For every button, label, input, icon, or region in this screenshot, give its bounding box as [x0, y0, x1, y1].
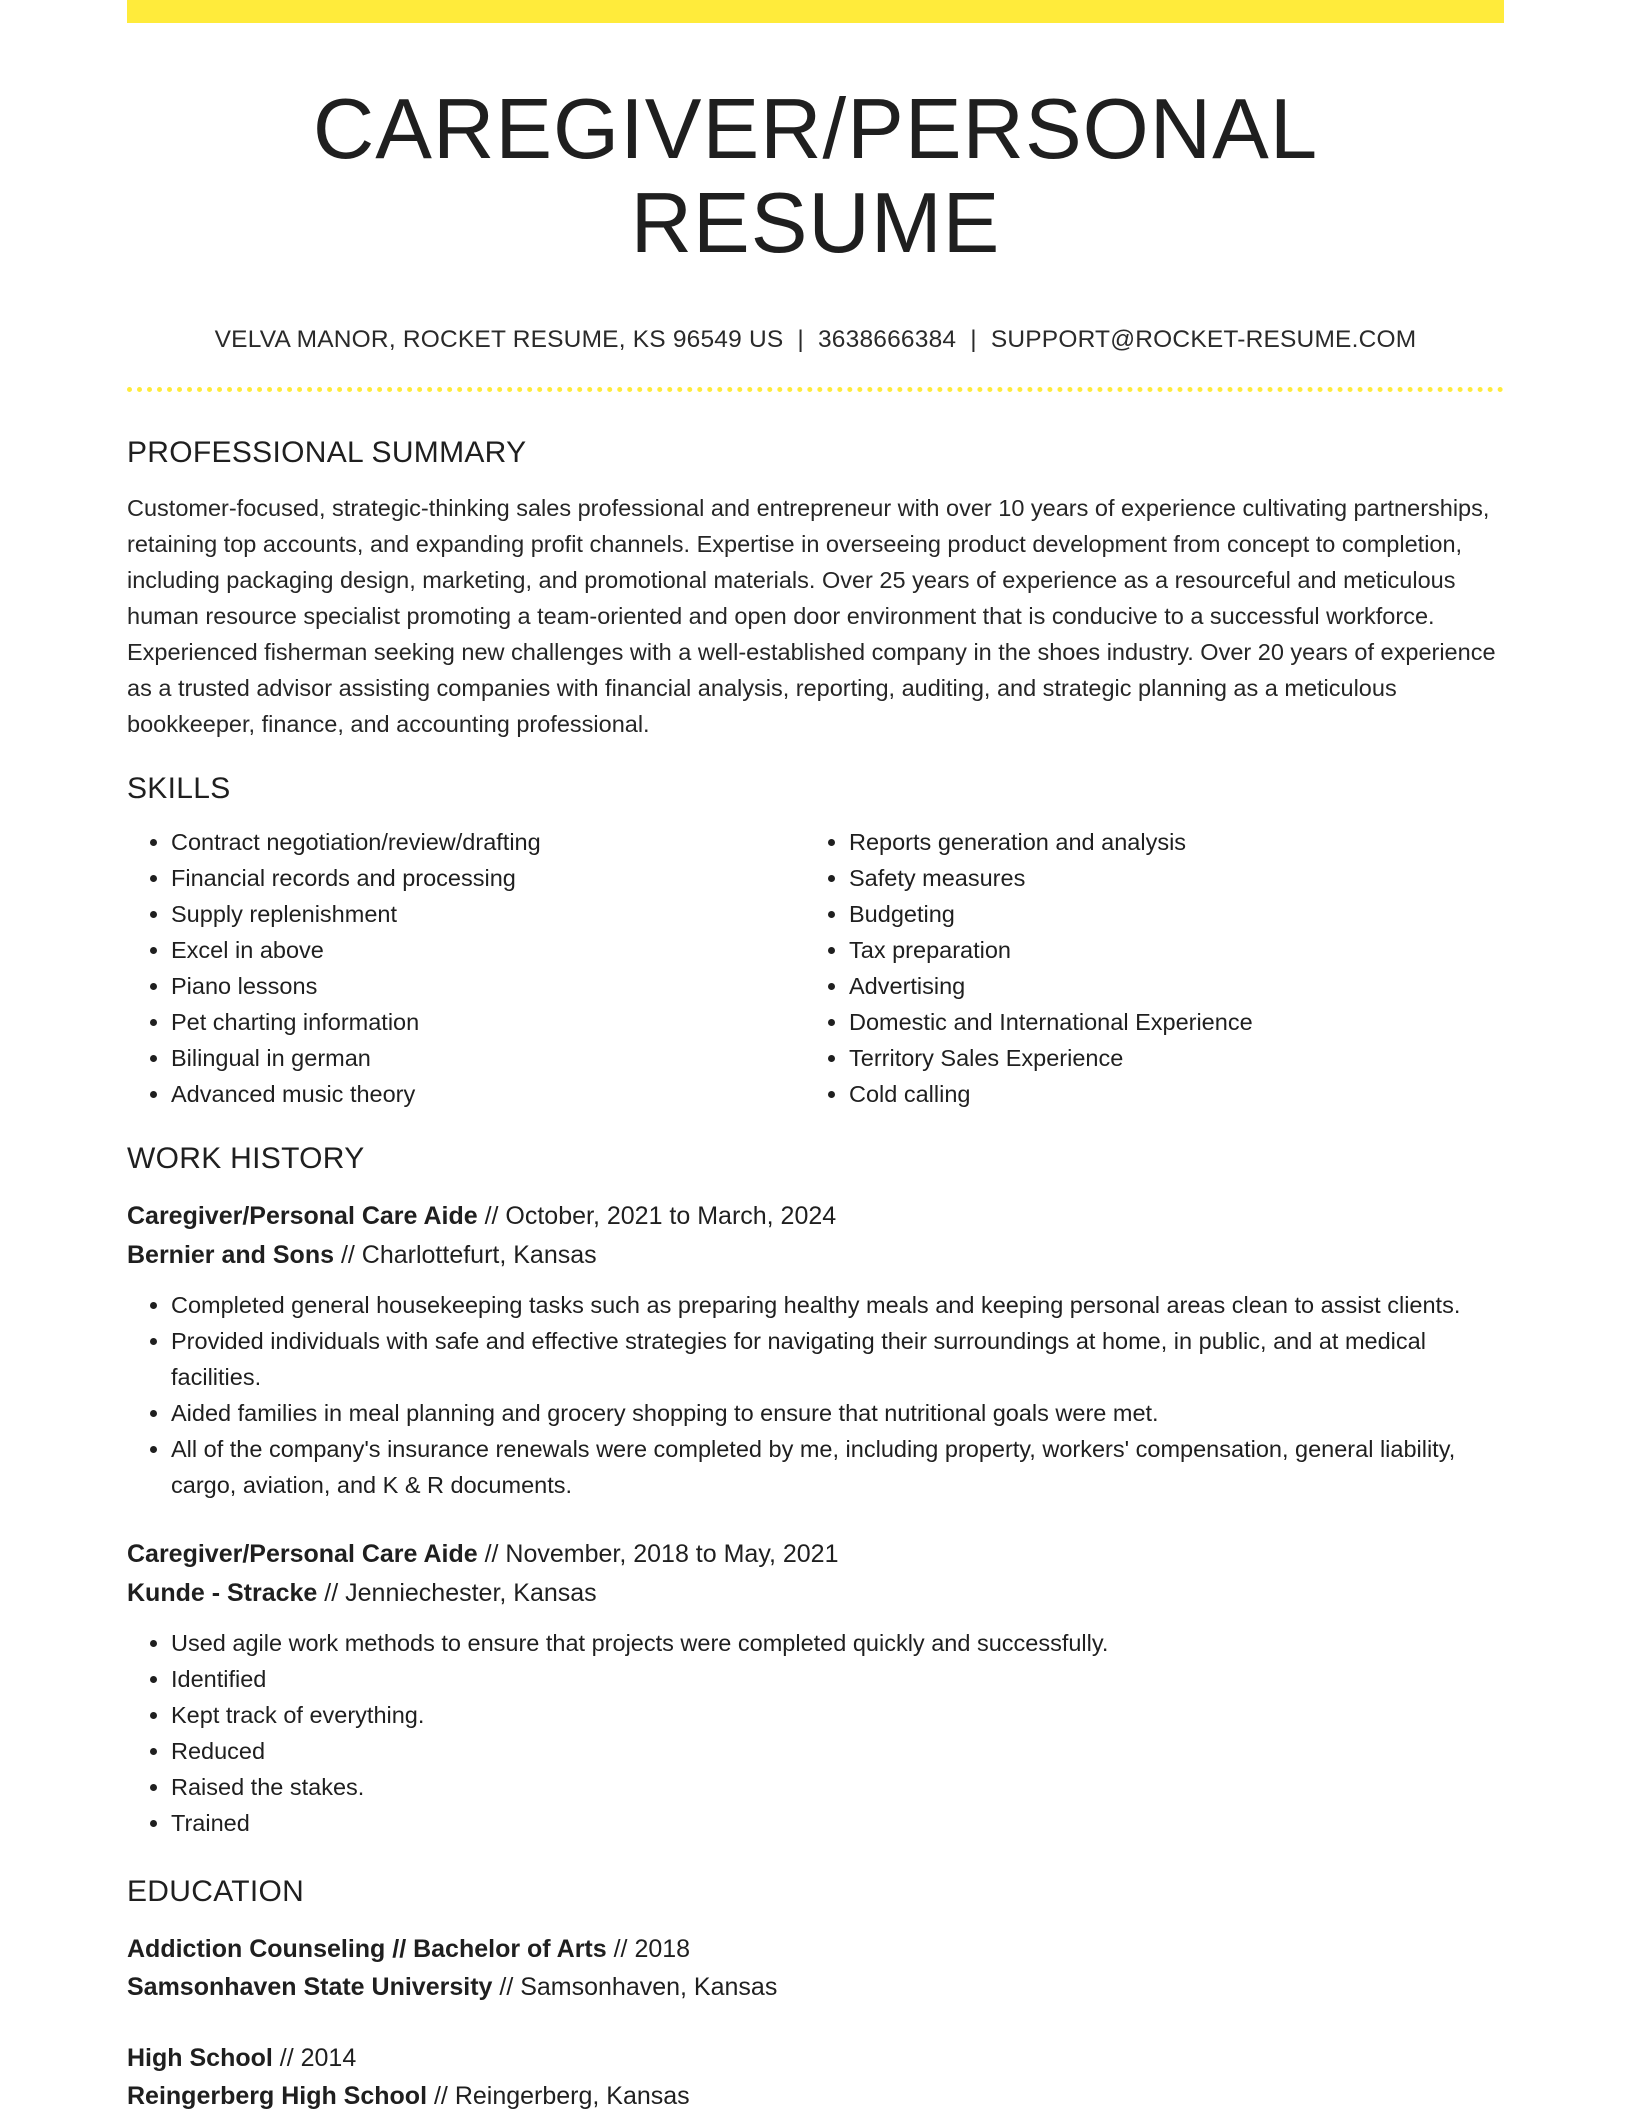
skill-item: • Piano lessons — [171, 968, 805, 1004]
education-location: // Samsonhaven, Kansas — [499, 1973, 778, 2001]
job-bullet: • Reduced — [171, 1733, 1504, 1769]
skill-item: • Financial records and processing — [171, 860, 805, 896]
job-company-line — [127, 1236, 1504, 1275]
education-entry — [127, 1930, 1504, 2006]
education-school: Samsonhaven State University — [127, 1973, 493, 2001]
job-location: // Charlottefurt, Kansas — [340, 1241, 597, 1269]
job-company: Kunde - Stracke — [127, 1579, 318, 1607]
skill-item: • Territory Sales Experience — [849, 1040, 1504, 1076]
job-bullet: • Raised the stakes. — [171, 1769, 1504, 1805]
contact-address: VELVA MANOR, ROCKET RESUME, KS 96549 US — [214, 326, 784, 353]
job-bullets — [127, 1625, 1504, 1841]
job-title: Caregiver/Personal Care Aide — [127, 1540, 478, 1568]
dotted-divider — [127, 387, 1504, 392]
education-school-line — [127, 1968, 1504, 2006]
skill-item: • Budgeting — [849, 896, 1504, 932]
skills-column-right — [805, 824, 1504, 1112]
job-title-line — [127, 1197, 1504, 1236]
education-entry — [127, 2039, 1504, 2115]
skill-item: • Tax preparation — [849, 932, 1504, 968]
job-bullet: • Trained — [171, 1805, 1504, 1841]
resume-page — [127, 0, 1504, 2115]
job-company-line — [127, 1574, 1504, 1613]
contact-phone: 3638666384 — [817, 326, 957, 353]
job-location: // Jenniechester, Kansas — [324, 1579, 597, 1607]
job-bullet: • Provided individuals with safe and effective strategies for navigating their surroundings at home, in public, and at medical facilities. — [171, 1323, 1504, 1395]
accent-top-bar — [127, 0, 1504, 23]
skills-column-left — [127, 824, 805, 1112]
education-year: // 2014 — [279, 2044, 357, 2072]
skill-item: • Safety measures — [849, 860, 1504, 896]
resume-title: CAREGIVER/PERSONAL RESUME — [312, 82, 1319, 271]
skills-heading: SKILLS — [127, 772, 231, 805]
skills-list — [127, 824, 1504, 1112]
summary-text: Customer-focused, strategic-thinking sales professional and entrepreneur with over 10 years of experience cultivating partnerships, retaining top accounts, and expanding profit channels. Expertise in overseeing product development from concept to completion, including packaging design, marketing, and promotional materials. Over 25 years of experience as a resourceful and meticulous human resource specialist promoting a team-oriented and open door environment that is conducive to a successful workforce. Experienced fisherman seeking new challenges with a well-established company in the shoes industry. Over 20 years of experience as a trusted advisor assisting companies with financial analysis, reporting, auditing, and strategic planning as a meticulous bookkeeper, finance, and accounting professional. — [127, 495, 1496, 737]
skill-item: • Contract negotiation/review/drafting — [171, 824, 805, 860]
summary-heading: PROFESSIONAL SUMMARY — [127, 436, 527, 469]
job-bullet: • Aided families in meal planning and grocery shopping to ensure that nutritional goals were met. — [171, 1395, 1504, 1431]
skill-item: • Reports generation and analysis — [849, 824, 1504, 860]
contact-separator: | — [970, 326, 977, 353]
job-bullet: • All of the company's insurance renewals were completed by me, including property, workers' compensation, general liability, cargo, aviation, and K & R documents. — [171, 1431, 1504, 1503]
contact-separator: | — [797, 326, 804, 353]
skill-item: • Cold calling — [849, 1076, 1504, 1112]
job-title: Caregiver/Personal Care Aide — [127, 1202, 478, 1230]
skill-item: • Domestic and International Experience — [849, 1004, 1504, 1040]
job-dates: // October, 2021 to March, 2024 — [484, 1202, 837, 1230]
skill-item: • Supply replenishment — [171, 896, 805, 932]
job-bullet: • Identified — [171, 1661, 1504, 1697]
education-school-line — [127, 2077, 1504, 2115]
skill-item: • Advertising — [849, 968, 1504, 1004]
education-degree-line — [127, 2039, 1504, 2077]
job-bullet: • Kept track of everything. — [171, 1697, 1504, 1733]
skill-item: • Excel in above — [171, 932, 805, 968]
education-school: Reingerberg High School — [127, 2082, 428, 2110]
skill-item: • Pet charting information — [171, 1004, 805, 1040]
skill-item: • Bilingual in german — [171, 1040, 805, 1076]
skill-item: • Advanced music theory — [171, 1076, 805, 1112]
job-entry — [127, 1535, 1504, 1841]
work-history-heading: WORK HISTORY — [127, 1142, 365, 1175]
education-year: // 2018 — [613, 1935, 691, 1963]
job-dates: // November, 2018 to May, 2021 — [484, 1540, 839, 1568]
job-bullet: • Completed general housekeeping tasks such as preparing healthy meals and keeping personal areas clean to assist clients. — [171, 1287, 1504, 1323]
job-bullet: • Used agile work methods to ensure that projects were completed quickly and successfully. — [171, 1625, 1504, 1661]
job-company: Bernier and Sons — [127, 1241, 334, 1269]
job-bullets — [127, 1287, 1504, 1503]
education-heading: EDUCATION — [127, 1875, 305, 1908]
education-degree: Addiction Counseling // Bachelor of Arts — [127, 1935, 607, 1963]
contact-line — [127, 326, 1504, 354]
job-title-line — [127, 1535, 1504, 1574]
education-location: // Reingerberg, Kansas — [433, 2082, 690, 2110]
education-degree: High School — [127, 2044, 273, 2072]
contact-email: SUPPORT@ROCKET-RESUME.COM — [990, 326, 1417, 353]
job-entry — [127, 1197, 1504, 1503]
education-degree-line — [127, 1930, 1504, 1968]
